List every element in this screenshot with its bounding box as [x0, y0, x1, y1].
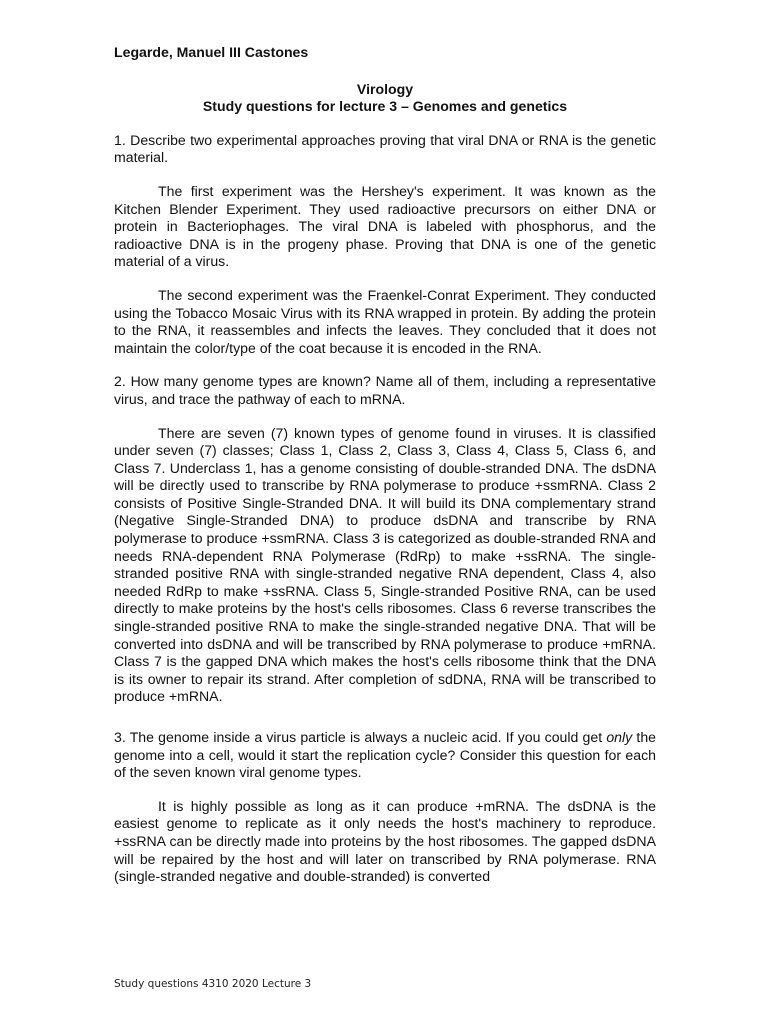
question-3-text-end: the genome into a cell, would it start the replication cycle? Consider this question for each of the seven known viral genome types.	[114, 729, 656, 781]
answer-3-paragraph-1: It is highly possible as long as it can produce +mRNA. The dsDNA is the easiest genome to replicate as it only needs the host's machinery to reproduce. +ssRNA can be directly made into proteins by the host ribosomes. The gapped dsDNA will be repaired by the host and will later on transcribed by RNA polymerase. RNA (single-stranded negative and double-stranded) is converted	[114, 797, 656, 885]
answer-1-paragraph-2: The second experiment was the Fraenkel-Conrat Experiment. They conducted using the Tobacco Mosaic Virus with its RNA wrapped in protein. By adding the protein to the RNA, it reassembles and infects the leaves. They concluded that it does not maintain the color/type of the coat because it is encoded in the RNA.	[114, 286, 656, 356]
answer-1-paragraph-1: The first experiment was the Hershey's experiment. It was known as the Kitchen Blender Experiment. They used radioactive precursors on either DNA or protein in Bacteriophages. The viral DNA is labeled with phosphorus, and the radioactive DNA is in the progeny phase. Proving that DNA is one of the genetic material of a virus.	[114, 182, 656, 270]
question-1: 1. Describe two experimental approaches proving that viral DNA or RNA is the genetic material.	[114, 131, 656, 166]
question-3	[114, 729, 656, 782]
course-title: Virology	[356, 80, 414, 97]
document-title: Study questions for lecture 3 – Genomes and genetics	[202, 98, 568, 115]
document-page	[114, 44, 656, 902]
question-3-emphasis: only	[606, 729, 633, 745]
answer-2-paragraph-1: There are seven (7) known types of genome found in viruses. It is classified under seven (7) classes; Class 1, Class 2, Class 3, Class 4, Class 5, Class 6, and Class 7. Underclass 1, has a genome consisting of double-stranded DNA. The dsDNA will be directly used to transcribe by RNA polymerase to produce +ssmRNA. Class 2 consists of Positive Single-Stranded DNA. It will build its DNA complementary strand (Negative Single-Stranded DNA) to produce dsDNA and transcribe by RNA polymerase to produce +ssmRNA. Class 3 is categorized as double-stranded RNA and needs RNA-dependent RNA Polymerase (RdRp) to make +ssRNA. The single-stranded positive RNA with single-stranded negative RNA dependent, Class 4, also needed RdRp to make +ssRNA. Class 5, Single-stranded Positive RNA, can be used directly to make proteins by the host's cells ribosomes. Class 6 reverse transcribes the single-stranded positive RNA to make the single-stranded negative DNA. That will be converted into dsDNA and will be transcribed by RNA polymerase to produce +mRNA. Class 7 is the gapped DNA which makes the host's cells ribosome think that the DNA is its owner to repair its strand. After completion of sdDNA, RNA will be transcribed to produce +mRNA.	[114, 424, 656, 705]
question-3-text-start: 3. The genome inside a virus particle is always a nucleic acid. If you could get	[114, 729, 607, 745]
page-footer: Study questions 4310 2020 Lecture 3	[114, 978, 312, 990]
question-2: 2. How many genome types are known? Name all of them, including a representative virus, and trace the pathway of each to mRNA.	[114, 373, 656, 407]
author-name: Legarde, Manuel III Castones	[114, 44, 309, 60]
